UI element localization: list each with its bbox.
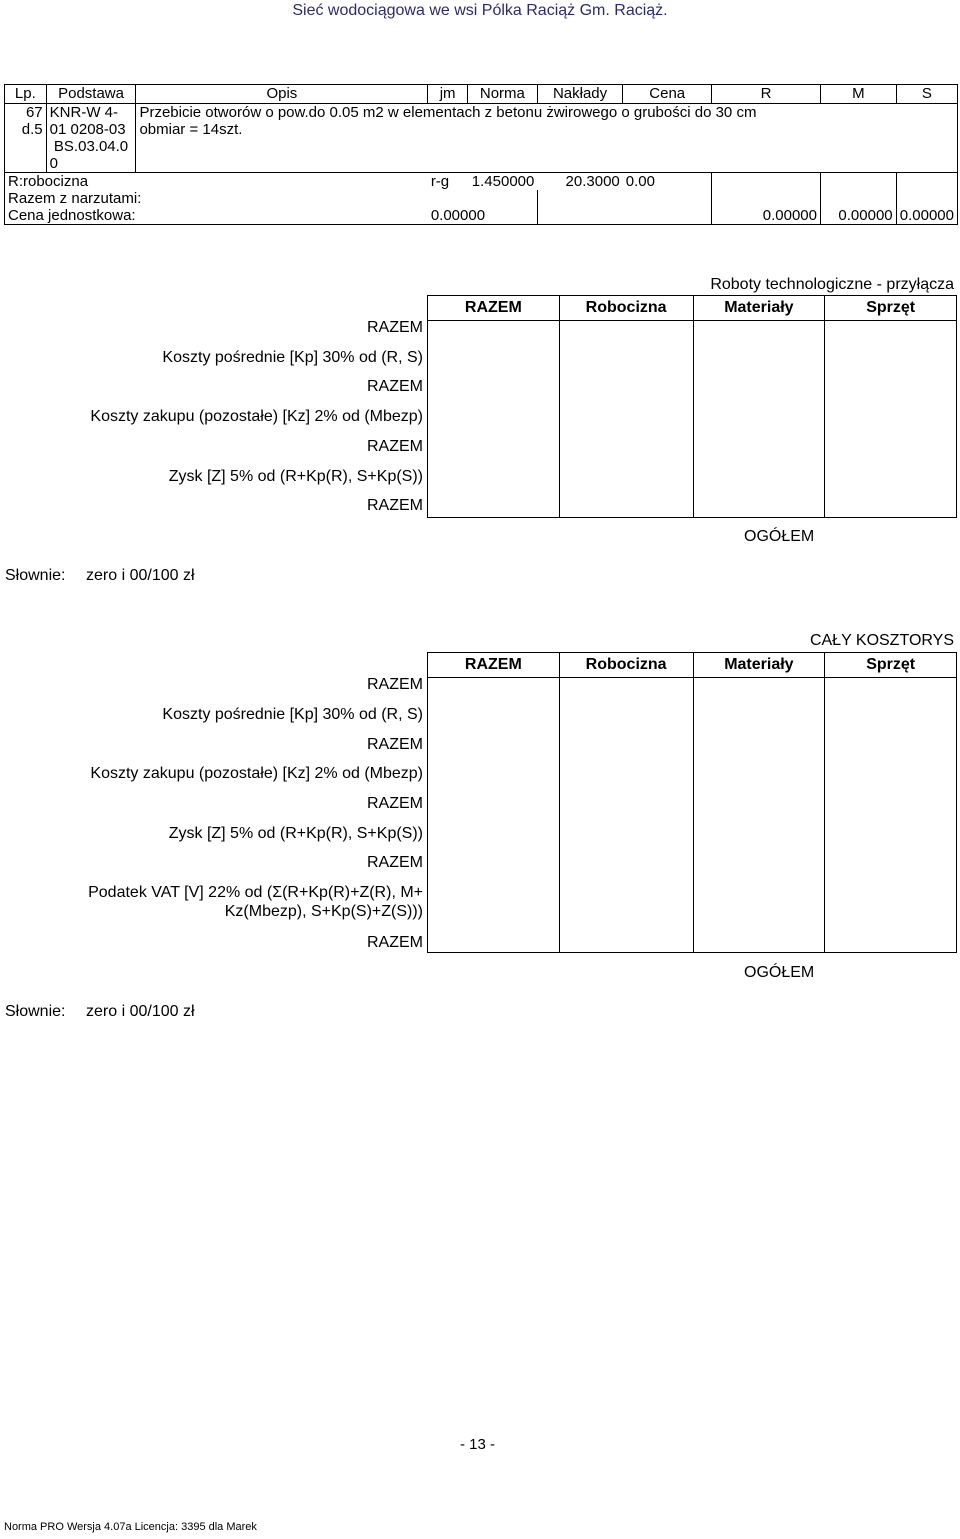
estimate-header-row	[5, 85, 958, 104]
unit-price-r: 0.00000	[712, 207, 821, 225]
labor-unit: r-g	[428, 173, 468, 191]
summary1-indirect-costs: Koszty pośrednie [Kp] 30% od (R, S)	[162, 349, 423, 366]
summary1-profit: Zysk [Z] 5% od (R+Kp(R), S+Kp(S))	[168, 468, 423, 485]
unit-price-m: 0.00000	[821, 207, 897, 225]
summary2-profit: Zysk [Z] 5% od (R+Kp(R), S+Kp(S))	[168, 825, 423, 842]
unit-price-label: Cena jednostkowa:	[5, 207, 428, 225]
summary2-col-razem: RAZEM	[428, 653, 560, 678]
summary2-razem-4: RAZEM	[367, 854, 423, 871]
summary1-razem-1: RAZEM	[367, 319, 423, 336]
unit-price-s: 0.00000	[896, 207, 957, 225]
estimate-item-row	[5, 104, 958, 173]
col-s: S	[896, 85, 957, 104]
summary1-grid	[427, 295, 957, 518]
summary2-words-label: Słownie:	[5, 1003, 66, 1020]
summary2-col-equipment: Sprzęt	[825, 653, 957, 678]
col-description: Opis	[136, 85, 428, 104]
summary2-total: OGÓŁEM	[744, 964, 815, 981]
col-m: M	[821, 85, 897, 104]
summary1-razem-2: RAZEM	[367, 378, 423, 395]
summary2-words-value: zero i 00/100 zł	[86, 1003, 195, 1020]
col-lp: Lp.	[5, 85, 47, 104]
summary2-vat-line2: Kz(Mbezp), S+Kp(S)+Z(S)))	[224, 903, 423, 920]
summary2-razem-1: RAZEM	[367, 676, 423, 693]
unit-price-row	[5, 207, 958, 225]
col-r: R	[712, 85, 821, 104]
summary1-total: OGÓŁEM	[744, 528, 815, 545]
summary2-razem-5: RAZEM	[367, 934, 423, 951]
summary1-razem-4: RAZEM	[367, 497, 423, 514]
summary1-purchase-costs: Koszty zakupu (pozostałe) [Kz] 2% od (Mbezp)	[90, 408, 423, 425]
summary1-razem-3: RAZEM	[367, 438, 423, 455]
col-price: Cena	[623, 85, 712, 104]
labor-price: 0.00	[623, 173, 712, 191]
unit-price-value: 0.00000	[428, 207, 538, 225]
col-unit: jm	[428, 85, 468, 104]
col-basis: Podstawa	[46, 85, 136, 104]
summary1-title: Roboty technologiczne - przyłącza	[710, 276, 954, 293]
labor-norm: 1.450000	[467, 173, 537, 191]
summary2-grid	[427, 652, 957, 953]
item-lp: 67 d.5	[5, 104, 47, 173]
summary1-col-razem: RAZEM	[428, 296, 560, 321]
footer-license: Norma PRO Wersja 4.07a Licencja: 3395 dla Marek	[4, 1521, 257, 1533]
labor-row	[5, 173, 958, 191]
summary2-col-materials: Materiały	[693, 653, 825, 678]
labor-label: R:robocizna	[5, 173, 428, 191]
summary1-words-value: zero i 00/100 zł	[86, 567, 195, 584]
overheads-label: Razem z narzutami:	[5, 190, 538, 207]
overheads-row	[5, 190, 958, 207]
summary1-words-label: Słownie:	[5, 567, 66, 584]
col-outlays: Nakłady	[537, 85, 622, 104]
page-number: - 13 -	[460, 1436, 496, 1453]
summary2-vat-line1: Podatek VAT [V] 22% od (Σ(R+Kp(R)+Z(R), M+	[88, 884, 423, 901]
summary2-razem-3: RAZEM	[367, 795, 423, 812]
summary1-col-equipment: Sprzęt	[825, 296, 957, 321]
summary1-col-labor: Robocizna	[559, 296, 693, 321]
summary2-purchase-costs: Koszty zakupu (pozostałe) [Kz] 2% od (Mbezp)	[90, 765, 423, 782]
summary2-razem-2: RAZEM	[367, 736, 423, 753]
summary2-title: CAŁY KOSZTORYS	[809, 632, 954, 649]
col-norm: Norma	[467, 85, 537, 104]
item-description: Przebicie otworów o pow.do 0.05 m2 w elementach z betonu żwirowego o grubości do 30 cm obmiar = 14szt.	[136, 104, 958, 173]
page-header-title: Sieć wodociągowa we wsi Pólka Raciąż Gm. Raciąż.	[292, 2, 668, 19]
item-basis: KNR-W 4- 01 0208-03 BS.03.04.0 0	[46, 104, 136, 173]
summary2-indirect-costs: Koszty pośrednie [Kp] 30% od (R, S)	[162, 706, 423, 723]
labor-quantity: 20.3000	[537, 173, 622, 191]
summary1-col-materials: Materiały	[693, 296, 825, 321]
summary2-col-labor: Robocizna	[559, 653, 693, 678]
estimate-table	[4, 84, 958, 225]
